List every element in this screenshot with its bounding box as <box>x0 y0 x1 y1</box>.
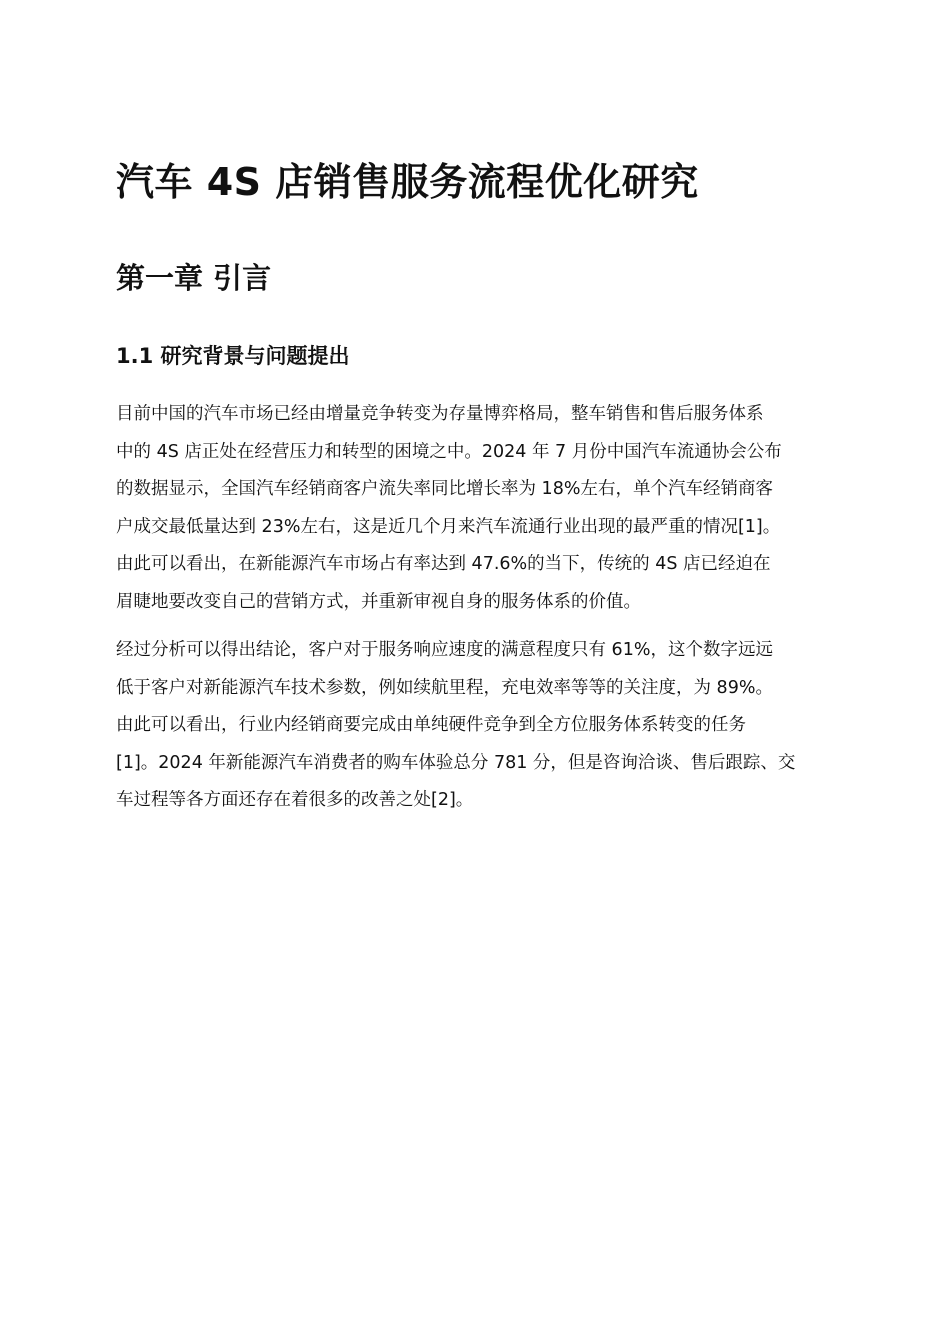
document-title: 汽车 4S 店销售服务流程优化研究 <box>116 160 699 204</box>
text-line: 眉睫地要改变自己的营销方式，并重新审视自身的服务体系的价值。 <box>116 591 641 612</box>
text-line: 车过程等各方面还存在着很多的改善之处[2]。 <box>116 790 474 810</box>
text-line: [1]。2024 年新能源汽车消费者的购车体验总分 781 分，但是咨询洽谈、售后跟踪、交 <box>116 752 796 773</box>
text-line: 目前中国的汽车市场已经由增量竞争转变为存量博弈格局，整车销售和售后服务体系 <box>116 404 764 424</box>
text-line: 户成交最低量达到 23%左右，这是近几个月来汽车流通行业出现的最严重的情况[1]。 <box>116 516 781 537</box>
body-paragraph-2 <box>116 632 846 820</box>
chapter-heading: 第一章 引言 <box>116 261 272 295</box>
body-paragraph-1 <box>116 396 846 621</box>
section-heading: 1.1 研究背景与问题提出 <box>116 344 350 368</box>
text-line: 的数据显示，全国汽车经销商客户流失率同比增长率为 18%左右，单个汽车经销商客 <box>116 479 773 499</box>
text-line: 中的 4S 店正处在经营压力和转型的困境之中。2024 年 7 月份中国汽车流通协会公布 <box>116 441 782 462</box>
text-line: 低于客户对新能源汽车技术参数，例如续航里程，充电效率等等的关注度，为 89%。 <box>116 677 773 698</box>
text-line: 由此可以看出，在新能源汽车市场占有率达到 47.6%的当下，传统的 4S 店已经迫在 <box>116 554 771 574</box>
text-line: 由此可以看出，行业内经销商要完成由单纯硬件竞争到全方位服务体系转变的任务 <box>116 715 746 735</box>
text-line: 经过分析可以得出结论，客户对于服务响应速度的满意程度只有 61%，这个数字远远 <box>116 640 773 660</box>
